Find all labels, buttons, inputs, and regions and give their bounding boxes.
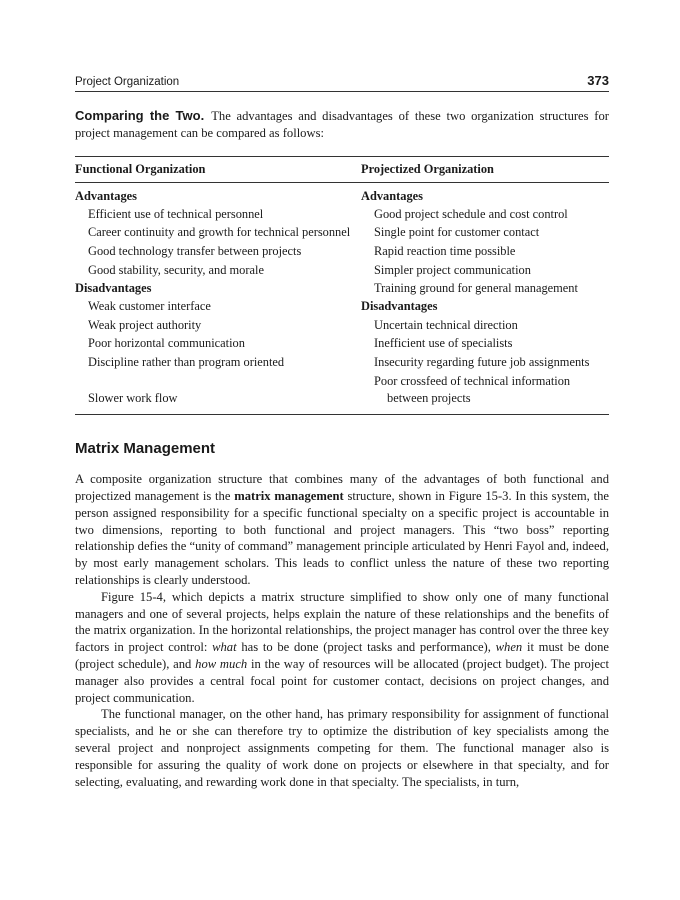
runin-heading: Comparing the Two. [75, 108, 205, 123]
section-heading: Matrix Management [75, 440, 216, 458]
list-item: Career continuity and growth for technical personnel [88, 225, 351, 240]
list-item: Good stability, security, and morale [88, 262, 264, 277]
projectized-disadvantages-label: Disadvantages [361, 299, 438, 314]
table-body-row [75, 182, 609, 415]
p2-text-a: Figure 15-4, which depicts a matrix structure simplified to show only one of many functional managers and one of several projects, helps explain the nature of these relationships and the benefits of the matrix organization. In the horizontal relationships, the project manager has control over the three key factors in project control: [75, 589, 609, 655]
functional-advantages-label: Advantages [75, 188, 137, 203]
p1-text-a: A composite organization structure that combines many of the advantages of both functional and projectized management is the [75, 472, 609, 503]
list-item: Good project schedule and cost control [374, 206, 568, 221]
functional-disadvantages-label: Disadvantages [75, 280, 152, 295]
book-page [75, 70, 609, 790]
intro-text: The advantages and disadvantages of these two organization structures for project management can be compared as follows: [75, 109, 609, 140]
table-header-row [75, 157, 609, 183]
list-item: Weak customer interface [88, 298, 211, 313]
running-head-title: Project Organization [75, 76, 180, 88]
page-number: 373 [587, 73, 609, 88]
list-item: Single point for customer contact [374, 225, 540, 240]
list-item: Simpler project communication [374, 262, 531, 277]
list-item: Insecurity regarding future job assignments [374, 354, 590, 369]
p1-term: matrix management [234, 488, 344, 503]
comparison-table [75, 156, 609, 415]
projectized-advantages-label: Advantages [361, 188, 423, 203]
p1-text-c: structure, shown in Figure 15-3. In this system, the person assigned responsibility for a specific functional specialty on a specific project is accountable in two dimensions, reporting to both functional and project managers. This “two boss” reporting relationship defies the “unity of command” management principle articulated by Henri Fayol and, indeed, by most early management scholars. This leads to conflict unless the nature of these two reporting relationships is clearly understood. [75, 488, 609, 587]
header-projectized: Projectized Organization [361, 157, 609, 183]
list-item: Efficient use of technical personnel [88, 206, 264, 221]
list-item: Weak project authority [88, 317, 202, 332]
list-item: Training ground for general management [374, 281, 578, 296]
list-item: Poor horizontal communication [88, 336, 245, 351]
list-item: Inefficient use of specialists [374, 336, 513, 351]
running-head [75, 70, 609, 92]
paragraph-3: The functional manager, on the other hand, has primary responsibility for assignment of functional specialists, and he or she can therefore try to optimize the distribution of key specialists among the several project and nonproject assignments competing for them. The functional manager also is responsible for assuring the quality of work done on projects or elsewhere in that specialty, and for selecting, evaluating, and rewarding work done in that specialty. The specialists, in turn, [75, 707, 609, 789]
functional-column [75, 182, 361, 415]
paragraph-1 [75, 471, 609, 589]
paragraph-2 [75, 589, 609, 707]
section-body [75, 471, 609, 790]
list-item: Poor crossfeed of technical information between projects [374, 373, 571, 406]
list-item: Slower work flow [88, 390, 178, 405]
header-functional: Functional Organization [75, 157, 361, 183]
list-item: Rapid reaction time possible [374, 243, 516, 258]
intro-paragraph [75, 107, 609, 142]
p2-text-d: in the way of resources will be allocated (project budget). The project manager also provides a central focal point for customer contact, decisions on project changes, and project communication. [75, 656, 609, 705]
p2-text-c: it must be done (project schedule), and [75, 640, 609, 671]
p2-what: what [212, 640, 237, 655]
list-item: Uncertain technical direction [374, 317, 518, 332]
list-spacer [75, 372, 361, 389]
p2-how-much: how much [195, 656, 248, 671]
list-item: Good technology transfer between projects [88, 243, 302, 258]
projectized-column [361, 182, 609, 415]
list-item: Discipline rather than program oriented [88, 354, 285, 369]
p2-text-b: has to be done (project tasks and performance), [236, 640, 496, 655]
p2-when: when [495, 640, 523, 655]
